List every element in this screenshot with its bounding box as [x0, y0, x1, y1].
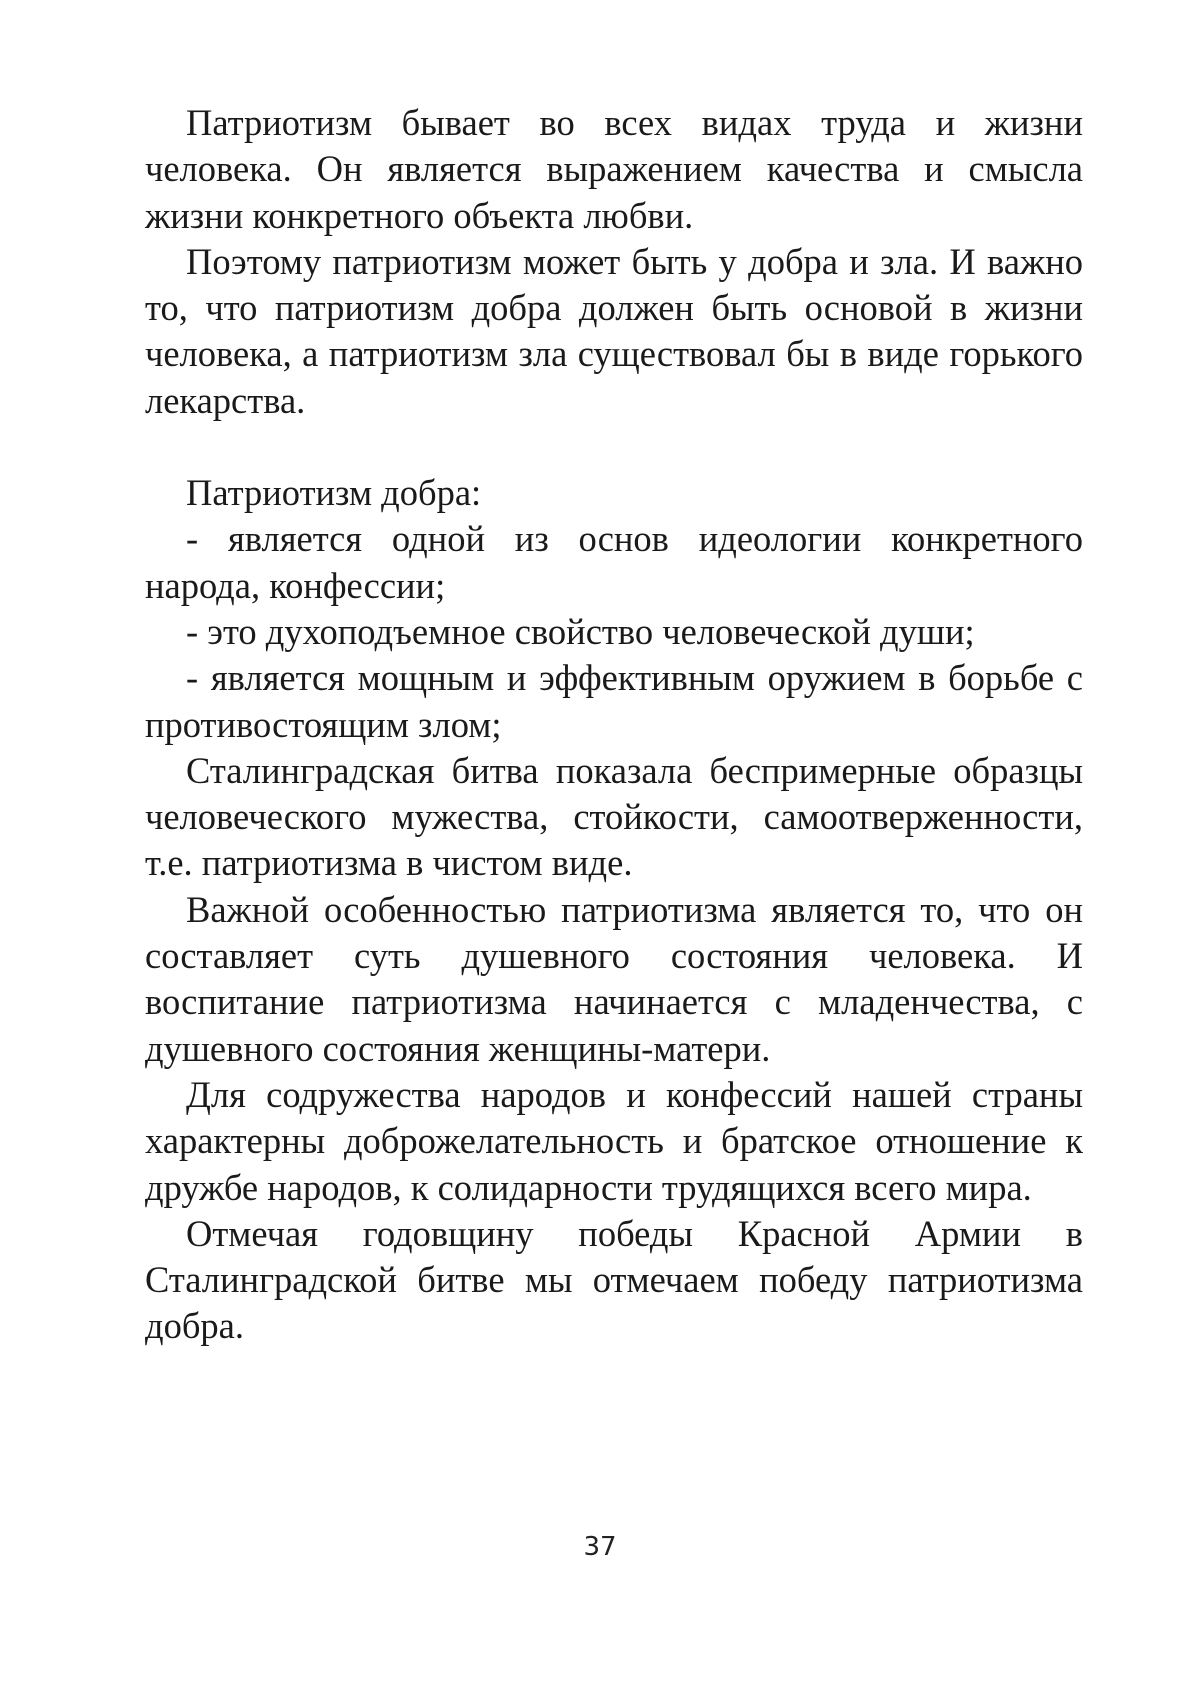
- paragraph-stalingrad: Сталинградская битва показала беспримерные образцы человеческого мужества, стойкости, самоотверженности, т.е. патриотизма в чистом виде.: [145, 749, 1083, 884]
- paragraph-anniversary: Отмечая годовщину победы Красной Армии в Сталинградской битве мы отмечаем победу патриотизма добра.: [145, 1212, 1083, 1347]
- list-item: - является одной из основ идеологии конкретного народа, конфессии;: [145, 518, 1083, 606]
- list-item: - это духоподъемное свойство человеческой души;: [186, 610, 975, 652]
- paragraph-commonwealth: Для содружества народов и конфессий нашей страны характерны доброжелательность и братское отношение к дружбе народов, к солидарности трудящихся всего мира.: [145, 1073, 1083, 1208]
- paragraph-1: Патриотизм бывает во всех видах труда и жизни человека. Он является выражением качества и смысла жизни конкретного объекта любви.: [145, 102, 1083, 236]
- paragraph-2: Поэтому патриотизм может быть у добра и зла. И важно то, что патриотизм добра должен быть основой в жизни человека, а патриотизм зла существовал бы в виде горького лекарства.: [145, 240, 1083, 421]
- paragraph-feature: Важной особенностью патриотизма является то, что он составляет суть душевного состояния человека. И воспитание патриотизма начинается с младенчества, с душевного состояния женщины-матери.: [145, 888, 1083, 1069]
- body-text: [145, 100, 1083, 1350]
- page-number: 37: [583, 1532, 617, 1562]
- list-item: - является мощным и эффективным оружием в борьбе с противостоящим злом;: [145, 657, 1083, 745]
- list-heading: Патриотизм добра:: [186, 472, 482, 514]
